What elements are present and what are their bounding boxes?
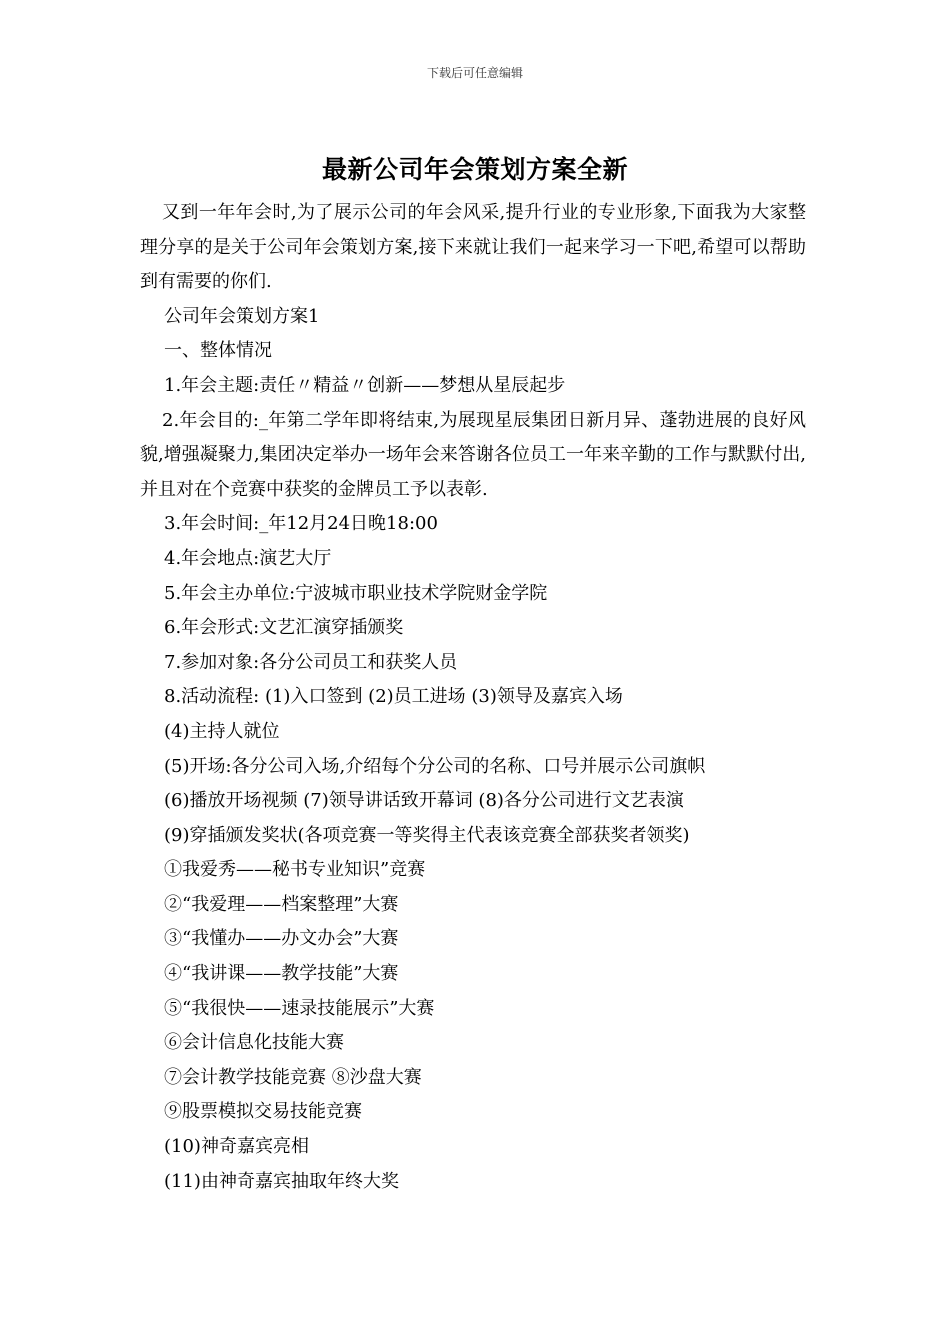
item-process: 8.活动流程: (1)入口签到 (2)员工进场 (3)领导及嘉宾入场 [164, 686, 623, 708]
item-format: 6.年会形式:文艺汇演穿插颁奖 [164, 617, 404, 639]
process-step-11: (11)由神奇嘉宾抽取年终大奖 [164, 1170, 399, 1192]
process-step-9: (9)穿插颁发奖状(各项竞赛一等奖得主代表该竞赛全部获奖者领奖) [164, 824, 690, 846]
item-participants: 7.参加对象:各分公司员工和获奖人员 [164, 651, 458, 673]
section-heading-overview: 一、整体情况 [164, 340, 272, 362]
item-purpose: 2.年会目的:_年第二学年即将结束,为展现星辰集团日新月异、蓬勃进展的良好风貌,增强凝聚力,集团决定举办一场年会来答谢各位员工一年来辛勤的工作与默默付出,并且对在个竞赛中获奖的金牌员工予以表彰. [140, 409, 806, 500]
award-item-2: ②“我爱理——档案整理”大赛 [164, 893, 399, 915]
award-item-6: ⑥会计信息化技能大赛 [164, 1032, 344, 1054]
item-time: 3.年会时间:_年12月24日晚18:00 [164, 513, 438, 535]
item-location: 4.年会地点:演艺大厅 [164, 547, 332, 569]
award-item-4: ④“我讲课——教学技能”大赛 [164, 963, 399, 985]
section-heading-plan-1: 公司年会策划方案1 [164, 305, 320, 327]
process-steps-6-8: (6)播放开场视频 (7)领导讲话致开幕词 (8)各分公司进行文艺表演 [164, 790, 684, 812]
document-title: 最新公司年会策划方案全新 [321, 155, 628, 184]
process-step-5: (5)开场:各分公司入场,介绍每个分公司的名称、口号并展示公司旗帜 [164, 755, 706, 777]
award-items-7-8: ⑦会计教学技能竞赛 ⑧沙盘大赛 [164, 1066, 422, 1088]
intro-paragraph: 又到一年年会时,为了展示公司的年会风采,提升行业的专业形象,下面我为大家整理分享的是关于公司年会策划方案,接下来就让我们一起来学习一下吧,希望可以帮助到有需要的你们. [140, 202, 806, 293]
process-step-4: (4)主持人就位 [164, 720, 280, 742]
award-item-5: ⑤“我很快——速录技能展示”大赛 [164, 997, 435, 1019]
award-item-9: ⑨股票模拟交易技能竞赛 [164, 1101, 362, 1123]
item-organizer: 5.年会主办单位:宁波城市职业技术学院财金学院 [164, 582, 548, 604]
award-item-1: ①我爱秀——秘书专业知识”竞赛 [164, 859, 426, 881]
item-theme: 1.年会主题:责任〃精益〃创新——梦想从星辰起步 [164, 374, 566, 396]
header-note: 下载后可任意编辑 [426, 66, 523, 80]
award-item-3: ③“我懂办——办文办会”大赛 [164, 928, 399, 950]
document-body [140, 196, 806, 1199]
process-step-10: (10)神奇嘉宾亮相 [164, 1136, 309, 1158]
